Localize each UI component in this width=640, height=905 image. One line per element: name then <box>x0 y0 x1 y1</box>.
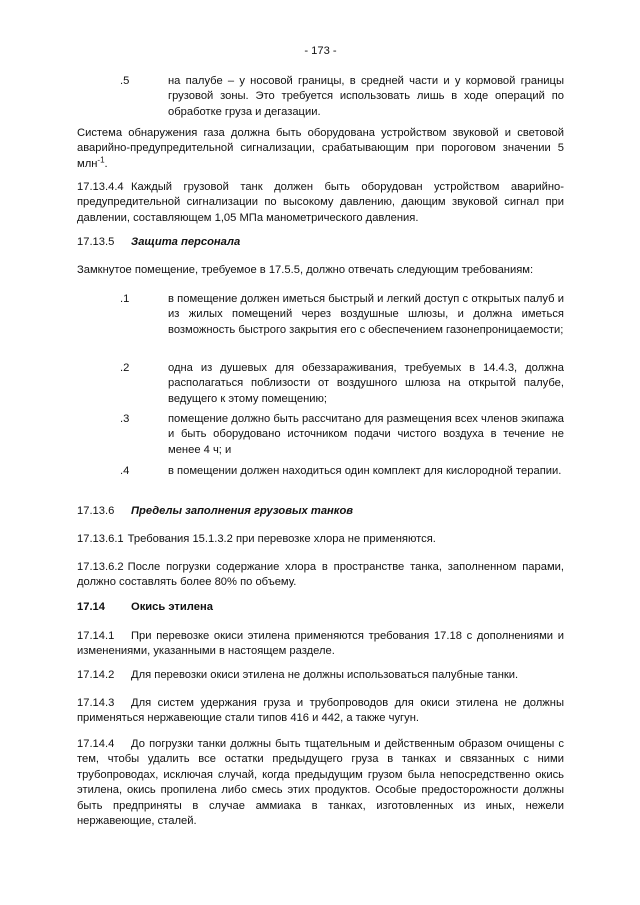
list-item-text: в помещение должен иметься быстрый и легкий доступ с открытых палуб и из жилых помещений через воздушные шлюзы, и должна иметься возможность быстрого закрытия его с обеспечением газонепроницаемости; <box>168 293 564 336</box>
heading-17-13-6 <box>77 504 564 519</box>
heading-number: 17.13.5 <box>77 236 115 248</box>
paragraph-gas-detection <box>77 126 564 172</box>
page-number: - 173 - <box>304 45 337 57</box>
clause-number: 17.14.1 <box>77 630 115 642</box>
heading-title: Окись этилена <box>131 601 213 613</box>
list-item-number: .1 <box>120 293 130 305</box>
heading-title: Защита персонала <box>131 236 241 248</box>
list-item-text: на палубе – у носовой границы, в средней части и у кормовой границы грузовой зоны. Это требуется использовать лишь в ходе операций по обработке груза и дегазации. <box>168 75 564 118</box>
clause-text: Требования 15.1.3.2 при перевозке хлора не применяются. <box>127 533 436 545</box>
heading-17-13-5 <box>77 235 564 250</box>
heading-number: 17.13.6 <box>77 505 115 517</box>
clause-17-13-6-2 <box>77 560 564 591</box>
list-item-text: помещение должно быть рассчитано для размещения всех членов экипажа и быть оборудовано источником подачи чистого воздуха в течение не менее 4 ч; и <box>168 413 564 456</box>
clause-text: Каждый грузовой танк должен быть оборудован устройством аварийно-предупредительной сигнализации по высокому давлению, дающим звуковой сигнал при давлении, составляющем 1,05 МПа манометрического давления. <box>77 181 564 224</box>
superscript: -1 <box>97 155 105 165</box>
clause-number: 17.13.6.1 <box>77 533 124 545</box>
list-item-number: .3 <box>120 413 130 425</box>
list-item-number: .5 <box>120 75 130 87</box>
clause-text: Для перевозки окиси этилена не должны использоваться палубные танки. <box>131 669 519 681</box>
heading-number: 17.14 <box>77 601 105 613</box>
clause-text: При перевозке окиси этилена применяются требования 17.18 с дополнениями и изменениями, указанными в настоящем разделе. <box>77 630 564 658</box>
clause-text: Для систем удержания груза и трубопроводов для окиси этилена не должны применяться нержавеющие стали типов 416 и 442, а также чугун. <box>77 697 564 725</box>
document-page <box>77 0 564 905</box>
clause-17-14-2 <box>77 668 564 683</box>
heading-17-14 <box>77 600 564 615</box>
list-item-number: .2 <box>120 362 130 374</box>
clause-number: 17.13.6.2 <box>77 561 124 573</box>
clause-number: 17.14.2 <box>77 669 115 681</box>
clause-17-14-4 <box>77 737 564 829</box>
heading-title: Пределы заполнения грузовых танков <box>131 505 354 517</box>
clause-number: 17.14.4 <box>77 738 115 750</box>
clause-17-14-3 <box>77 696 564 727</box>
paragraph-text: Система обнаружения газа должна быть оборудована устройством звуковой и световой аварийно-предупредительной сигнализации, срабатывающим при пороговом значении 5 млн <box>77 127 564 170</box>
clause-17-13-4-4 <box>77 180 564 226</box>
clause-number: 17.14.3 <box>77 697 115 709</box>
paragraph-end: . <box>104 157 108 170</box>
paragraph-enclosed-space: Замкнутое помещение, требуемое в 17.5.5, должно отвечать следующим требованиям: <box>77 264 534 276</box>
list-item-text: в помещении должен находиться один комплект для кислородной терапии. <box>168 465 562 477</box>
clause-17-13-6-1 <box>77 532 564 547</box>
list-item-text: одна из душевых для обеззараживания, требуемых в 14.4.3, должна располагаться поблизости от воздушного шлюза на открытой палубе, ведущего к этому помещению; <box>168 362 564 405</box>
clause-17-14-1 <box>77 629 564 660</box>
clause-text: До погрузки танки должны быть тщательным и действенным образом очищены с тем, чтобы удалить все остатки предыдущего груза в танках и связанных с ними трубопроводах, исключая случай, когда предыдущим грузом была непосредственно окись этилена, окись пропилена либо смесь этих продуктов. Особые предосторожности должны быть предприняты в случае аммиака в танках, изготовленных из иных, нежели нержавеющие, сталей. <box>77 738 564 828</box>
list-item-number: .4 <box>120 465 130 477</box>
clause-text: После погрузки содержание хлора в пространстве танка, заполненном парами, должно составлять более 80% по объему. <box>77 561 564 589</box>
clause-number: 17.13.4.4 <box>77 181 124 193</box>
